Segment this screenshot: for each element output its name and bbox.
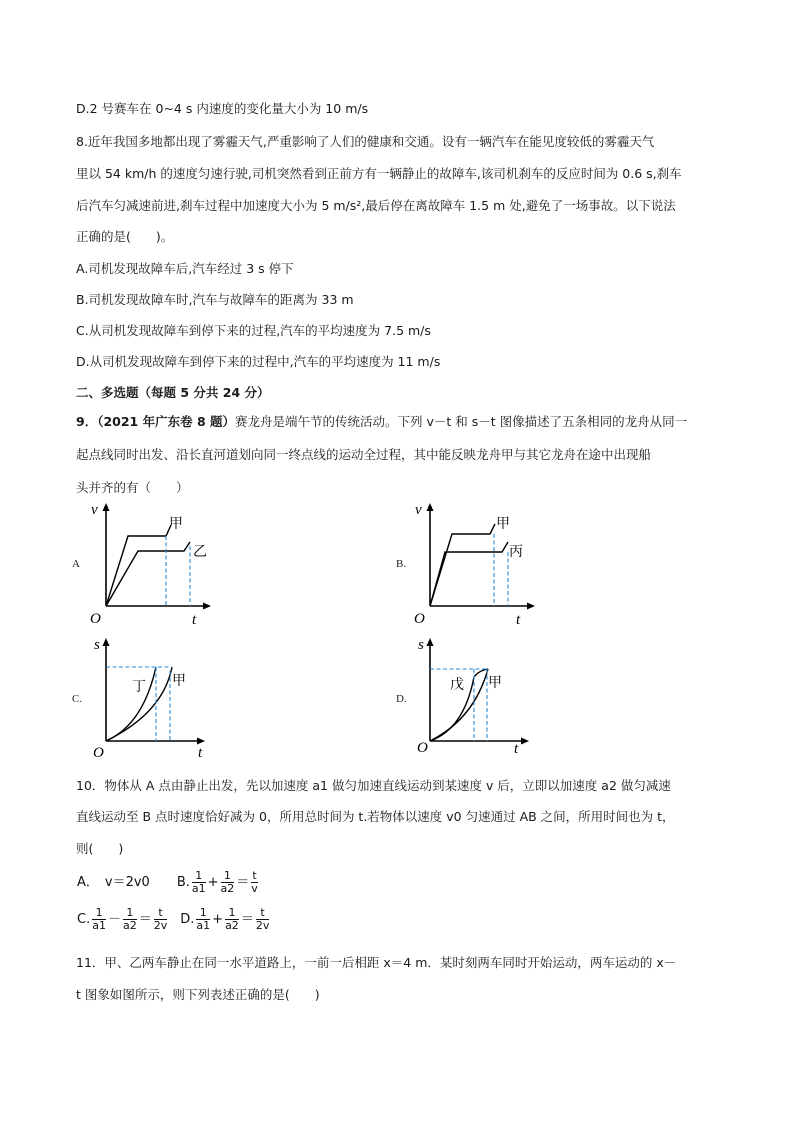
q10-option-b-label: B. [176, 874, 190, 890]
curve-label-jia: 甲 [496, 516, 510, 532]
y-axis-arrow [427, 638, 434, 646]
x-axis-label: t [198, 745, 203, 761]
q8-option-d: D.从司机发现故障车到停下来的过程中,汽车的平均速度为 11 m/s [76, 354, 441, 369]
y-axis-label: s [418, 637, 424, 653]
section-heading-multi-choice: 二、多选题（每题 5 分共 24 分） [76, 385, 270, 400]
frac-t-2v: $\frac{t}{2v}$ [255, 906, 270, 932]
q9-text-1: 赛龙舟是端午节的传统活动。下列 v－t 和 s－t 图像描述了五条相同的龙舟从同一 [235, 414, 688, 429]
x-axis-arrow [521, 738, 529, 745]
q10-option-c-label: C. [77, 911, 91, 927]
figure-b-label: B. [396, 558, 407, 570]
q8-stem-line-1: 8.近年我国多地都出现了雾霾天气,严重影响了人们的健康和交通。设有一辆汽车在能见度较低的雾霾天气 [76, 134, 655, 149]
q8-stem-line-4: 正确的是( )。 [76, 229, 174, 244]
q10-option-d-label: D. [180, 911, 195, 927]
q10-option-a-label: A． [77, 874, 99, 890]
q10-stem-line-2: 直线运动至 B 点时速度恰好减为 0，所用总时间为 t.若物体以速度 v0 匀速通过 AB 之间，所用时间也为 t， [76, 809, 675, 824]
x-axis-label: t [192, 612, 197, 628]
curve-jia [430, 524, 495, 606]
q10-options-row-2 [76, 907, 270, 932]
q10-options-row-1 [76, 870, 259, 895]
frac-1-a1: $\frac{1}{a1}$ [191, 869, 206, 895]
x-axis-label: t [514, 741, 519, 757]
minus-sign: － [107, 911, 121, 927]
y-axis-arrow [427, 503, 434, 511]
q8-stem-line-2: 里以 54 km/h 的速度匀速行驶,司机突然看到正前方有一辆静止的故障车,该司机刹车的反应时间为 0.6 s,刹车 [76, 166, 682, 181]
curve-jia [106, 525, 171, 606]
origin-label: O [90, 611, 101, 627]
q10-stem-line-1: 10．物体从 A 点由静止出发，先以加速度 a1 做匀加速直线运动到某速度 v 后，立即以加速度 a2 做匀减速 [76, 778, 671, 793]
curve-label-yi: 乙 [193, 544, 207, 560]
q8-option-c: C.从司机发现故障车到停下来的过程,汽车的平均速度为 7.5 m/s [76, 323, 431, 338]
figure-c-label: C. [72, 693, 83, 705]
q10-option-a-text: v＝2v0 [104, 874, 150, 890]
q9-source: （2021 年广东卷 8 题） [97, 414, 235, 429]
q7-option-d: D.2 号赛车在 0~4 s 内速度的变化量大小为 10 m/s [76, 101, 369, 116]
q9-stem-line-2: 起点线同时出发、沿长直河道划向同一终点线的运动全过程，其中能反映龙舟甲与其它龙舟在途中出现船 [76, 447, 652, 462]
curve-label-bing: 丙 [509, 544, 523, 560]
figure-a-label: A [72, 558, 80, 570]
equals-sign: ＝ [138, 911, 152, 927]
curve-bing [430, 542, 508, 606]
frac-t-v: $\frac{t}{v}$ [251, 869, 258, 895]
frac-1-a2: $\frac{1}{a2}$ [220, 869, 235, 895]
q9-number: 9． [76, 414, 98, 429]
origin-label: O [93, 745, 104, 761]
plus-sign: + [212, 911, 224, 927]
figure-d-label: D. [396, 693, 407, 705]
q8-option-b: B.司机发现故障车时,汽车与故障车的距离为 33 m [76, 292, 354, 307]
figure-option-c [68, 633, 248, 763]
x-axis-arrow [527, 603, 535, 610]
curve-label-jia: 甲 [488, 675, 502, 691]
figure-option-b [392, 498, 572, 628]
frac-1-a2: $\frac{1}{a2}$ [122, 906, 137, 932]
frac-t-2v: $\frac{t}{2v}$ [153, 906, 168, 932]
y-axis-arrow [103, 503, 110, 511]
frac-1-a1: $\frac{1}{a1}$ [196, 906, 211, 932]
figure-b-graph [392, 498, 572, 628]
curve-label-ding: 丁 [132, 679, 146, 695]
curve-label-jia: 甲 [172, 673, 186, 689]
x-axis-arrow [197, 738, 205, 745]
y-axis-arrow [103, 638, 110, 646]
y-axis-label: v [415, 502, 422, 518]
y-axis-label: s [94, 637, 100, 653]
curve-yi [106, 542, 190, 606]
figure-a-graph [68, 498, 248, 628]
q11-stem-line-2: t 图象如图所示，则下列表述正确的是( ) [76, 987, 320, 1002]
equals-sign: ＝ [240, 911, 254, 927]
x-axis-arrow [203, 603, 211, 610]
plus-sign: + [207, 874, 219, 890]
figure-c-graph [68, 633, 248, 763]
curve-label-jia: 甲 [169, 516, 183, 532]
q9-stem-line-3: 头并齐的有（ ） [76, 480, 189, 495]
q10-stem-line-3: 则( ) [76, 841, 124, 856]
figure-option-d [392, 633, 572, 763]
q11-stem-line-1: 11．甲、乙两车静止在同一水平道路上，一前一后相距 x＝4 m．某时刻两车同时开始运动，两车运动的 x－ [76, 955, 677, 970]
figure-option-a [68, 498, 248, 628]
curve-ding [106, 667, 156, 741]
q8-stem-line-3: 后汽车匀减速前进,刹车过程中加速度大小为 5 m/s²,最后停在离故障车 1.5 m 处,避免了一场事故。以下说法 [76, 198, 676, 213]
frac-1-a1: $\frac{1}{a1}$ [92, 906, 106, 932]
x-axis-label: t [516, 612, 521, 628]
y-axis-label: v [91, 502, 98, 518]
frac-1-a2: $\frac{1}{a2}$ [225, 906, 239, 932]
origin-label: O [414, 611, 425, 627]
q8-option-a: A.司机发现故障车后,汽车经过 3 s 停下 [76, 261, 294, 276]
q9-stem-line-1 [76, 413, 687, 431]
equals-sign: ＝ [236, 874, 250, 890]
curve-label-wu: 戊 [450, 677, 464, 693]
figure-d-graph [392, 633, 572, 763]
origin-label: O [417, 740, 428, 756]
